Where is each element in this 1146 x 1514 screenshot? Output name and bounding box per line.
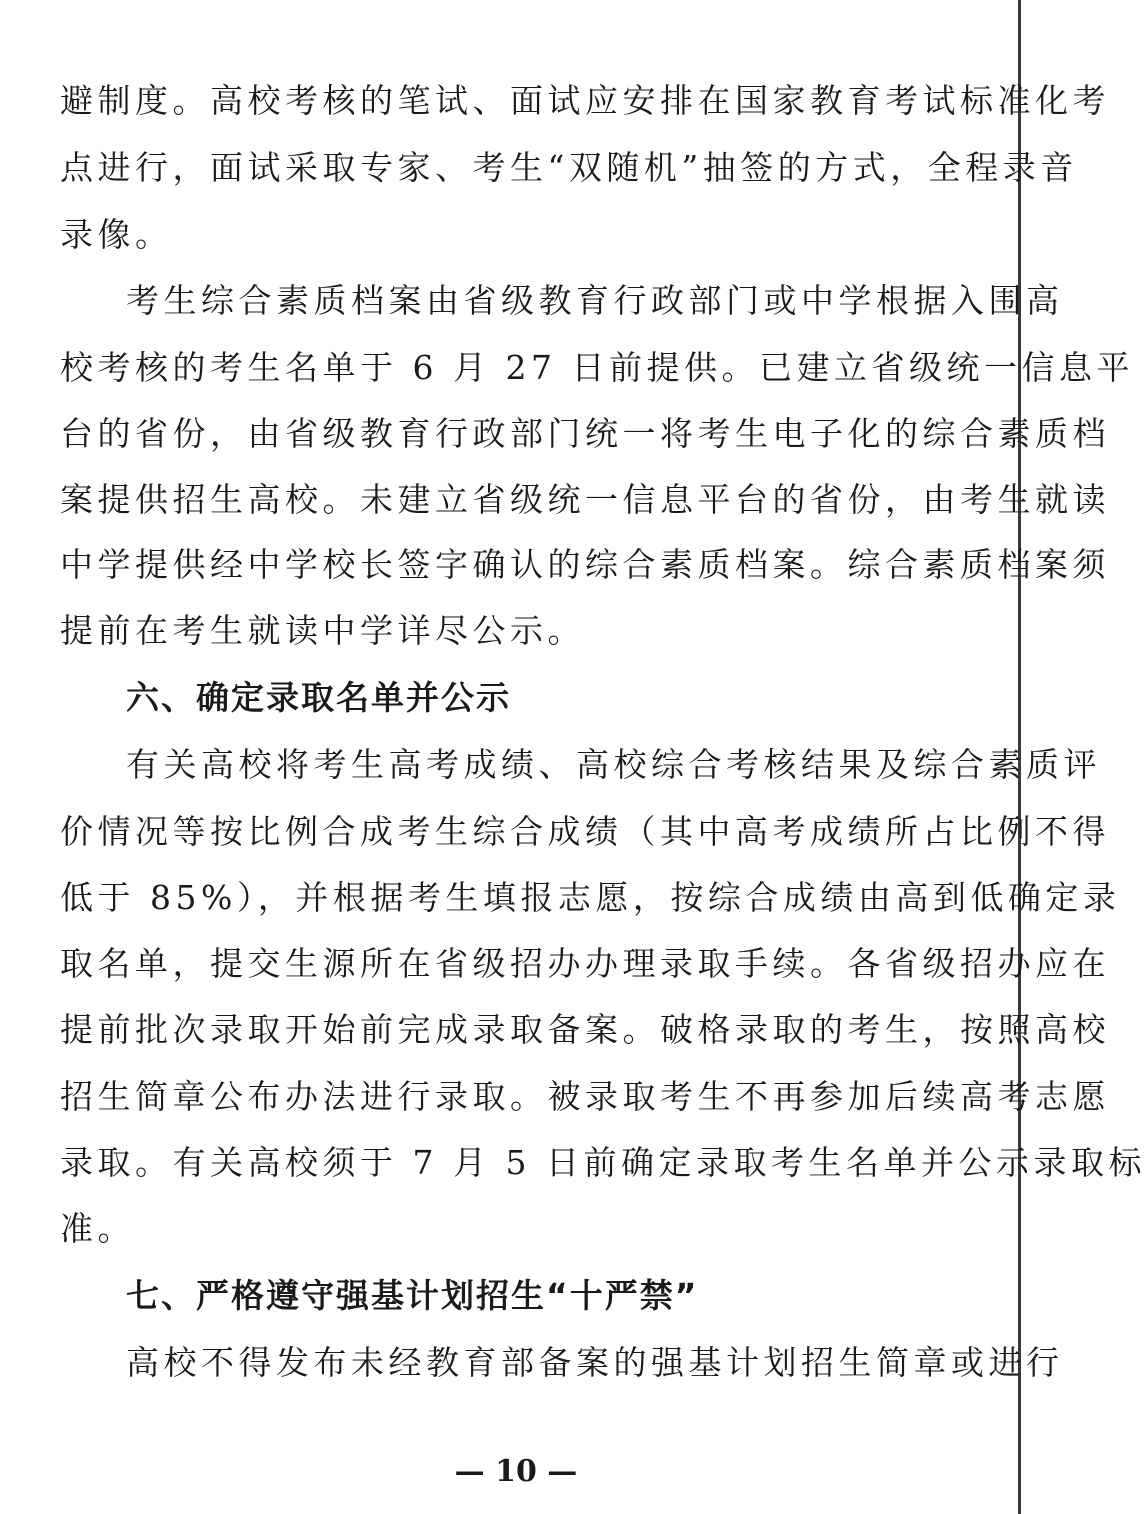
section-heading-6: 六、确定录取名单并公示 [126, 678, 511, 717]
body-text-line: 录像。 [60, 215, 173, 254]
body-text-line: 招生简章公布办法进行录取。被录取考生不再参加后续高考志愿 [60, 1077, 1110, 1116]
body-text-line: 录取。有关高校须于 7 月 5 日前确定录取考生名单并公示录取标 [60, 1143, 1146, 1182]
body-text-line: 案提供招生高校。未建立省级统一信息平台的省份，由考生就读 [60, 480, 1110, 519]
body-text-line: 准。 [60, 1209, 135, 1248]
body-text-line: 台的省份，由省级教育行政部门统一将考生电子化的综合素质档 [60, 414, 1110, 453]
body-text-line: 取名单，提交生源所在省级招办办理录取手续。各省级招办应在 [60, 944, 1110, 983]
body-text-line: 考生综合素质档案由省级教育行政部门或中学根据入围高 [126, 281, 1064, 320]
body-text-line: 点进行，面试采取专家、考生“双随机”抽签的方式，全程录音 [60, 148, 1078, 187]
body-text-line: 高校不得发布未经教育部备案的强基计划招生简章或进行 [126, 1343, 1064, 1382]
body-text-line: 中学提供经中学校长签字确认的综合素质档案。综合素质档案须 [60, 545, 1110, 584]
section-heading-7: 七、严格遵守强基计划招生“十严禁” [126, 1276, 699, 1315]
body-text-line: 有关高校将考生高考成绩、高校综合考核结果及综合素质评 [126, 745, 1101, 784]
body-text-line: 提前批次录取开始前完成录取备案。破格录取的考生，按照高校 [60, 1010, 1110, 1049]
body-text-line: 价情况等按比例合成考生综合成绩（其中高考成绩所占比例不得 [60, 812, 1110, 851]
body-text-line: 校考核的考生名单于 6 月 27 日前提供。已建立省级统一信息平 [60, 348, 1134, 387]
page-number: — 10 — [454, 1454, 578, 1489]
body-text-line: 提前在考生就读中学详尽公示。 [60, 611, 585, 650]
body-text-line: 低于 85%），并根据考生填报志愿，按综合成绩由高到低确定录 [60, 878, 1121, 917]
body-text-line: 避制度。高校考核的笔试、面试应安排在国家教育考试标准化考 [60, 81, 1110, 120]
